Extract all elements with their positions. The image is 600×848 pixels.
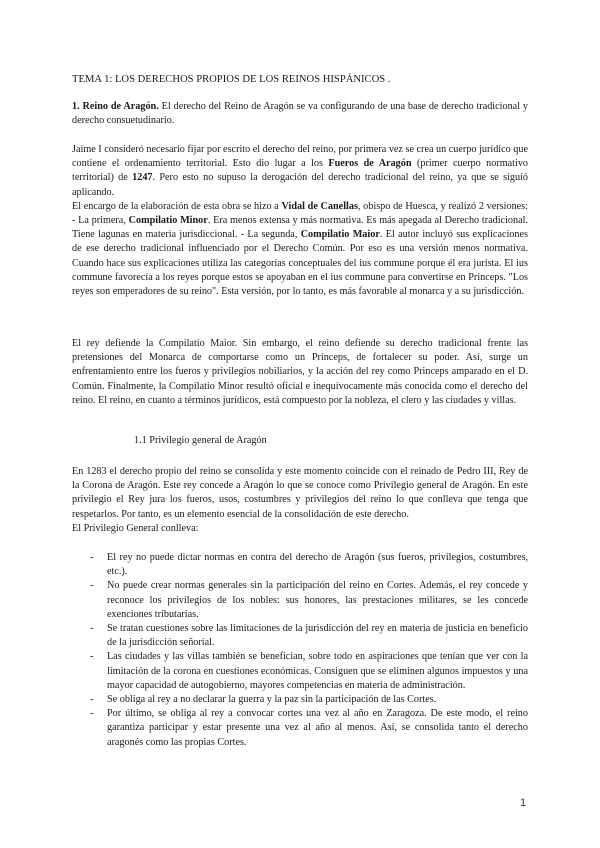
list-item bbox=[72, 650, 528, 693]
list-item-text: Las ciudades y las villas también se benefician, sobre todo en aspiraciones que tenían que ver con la limitación de la corona en cuestiones económicas. Consiguen que se eliminen algunos impuestos y una mayor capacidad de autogobierno, mayores competencias en materia de administración. bbox=[107, 651, 528, 691]
list-item bbox=[72, 622, 528, 650]
text-run: Jaime I consideró necesario fijar por escrito el derecho del reino, por primera vez se crea un cuerpo jurídico que contiene el ordenamiento territorial. Esto dio lugar a los bbox=[72, 144, 528, 170]
list-item-text: Se obliga al rey a no declarar la guerra y la paz sin la participación de las Cortes. bbox=[107, 694, 437, 706]
privilege-list bbox=[72, 551, 528, 750]
paragraph-conlleva: El Privilegio General conlleva: bbox=[72, 522, 199, 534]
text-run: . El autor incluyó sus explicaciones de ese derecho tradicional influenciado por el Derecho Común. Por eso es una versión menos normativa. Cuando hace sus explicaciones utiliza las categorías conceptuales del ius commune porque él era jurista. El ius commune favorecía a los reyes porque estos se apoyaban en el ius commune para convertirse en Princeps. "Los reyes son emperadores de su reino". Esta versión, por lo tanto, es más favorable al monarca y a su jurisdicción. bbox=[72, 229, 528, 298]
page-title: TEMA 1: LOS DERECHOS PROPIOS DE LOS REINOS HISPÁNICOS . bbox=[72, 74, 391, 85]
list-dash: - bbox=[90, 708, 94, 720]
page-number: 1 bbox=[520, 797, 527, 809]
list-item-text: Por último, se obliga al rey a convocar cortes una vez al año en Zaragoza. De este modo, el reino garantiza participar y estar presente una vez al año al menos. Así, se consolida tanto el derecho aragonés como las propias Cortes. bbox=[107, 708, 528, 748]
section-1-paragraph bbox=[72, 100, 528, 128]
list-item bbox=[72, 579, 528, 622]
subsection-body bbox=[72, 465, 528, 536]
subsection-heading: 1.1 Privilegio general de Aragón bbox=[134, 435, 267, 446]
paragraph-jaime bbox=[72, 143, 528, 200]
section-1-text: El derecho del Reino de Aragón se va configurando de una base de derecho tradicional y derecho consuetudinario. bbox=[72, 101, 529, 127]
text-run: . Pero esto no supuso la derogación del derecho tradicional del reino, ya que se siguió aplicando. bbox=[72, 172, 528, 198]
list-dash: - bbox=[90, 651, 94, 663]
text-run: El encargo de la elaboración de esta obra se hizo a bbox=[72, 200, 282, 212]
section-1-heading: 1. Reino de Aragón. bbox=[72, 101, 159, 112]
paragraph-1283: En 1283 el derecho propio del reino se consolida y este momento coincide con el reinado de Pedro III, Rey de la Corona de Aragón. Este rey concede a Aragón lo que se conoce como Privilegio general de Aragón. En este privilegio el Rey jura los fueros, usos, costumbres y privilegios del reino lo que conlleva que tenga que respetarlos. Por tanto, es un elemento esencial de la consolidación de este derecho. bbox=[72, 466, 528, 520]
bold-term-vidal: Vidal de Canellas bbox=[281, 200, 358, 212]
list-dash: - bbox=[90, 552, 94, 563]
bold-term-minor: Compilatio Minor bbox=[128, 215, 208, 227]
list-item bbox=[72, 693, 528, 707]
text-run: . Era menos extensa y más normativa. Es más apegada al Derecho tradicional. Tiene lagunas en materia jurisdiccional. - La segunda, bbox=[72, 215, 528, 241]
list-dash: - bbox=[90, 580, 94, 592]
bold-term-fueros: Fueros de Aragón bbox=[328, 158, 412, 170]
section-2 bbox=[72, 143, 528, 299]
list-item bbox=[72, 707, 528, 750]
bold-term-year: 1247 bbox=[132, 172, 153, 184]
list-item-text: El rey no puede dictar normas en contra del derecho de Aragón (sus fueros, privilegios, costumbres, etc.). bbox=[107, 552, 528, 578]
bold-term-maior: Compilatio Maior bbox=[300, 229, 380, 241]
text-run: , obispo de Huesca, y realizó 2 versiones: - La primera, bbox=[72, 200, 528, 227]
list-item-text: Se tratan cuestiones sobre las limitaciones de la jurisdicción del rey en materia de justicia en beneficio de la jurisdicción señorial. bbox=[107, 623, 528, 649]
paragraph-rey-defiende: El rey defiende la Compilatio Maior. Sin embargo, el reino defiende su derecho tradicional frente las pretensiones del Monarca de comportarse como un Princeps, de fortalecer su poder. Así, surge un enfrentamiento entre los fueros y privilegios nobiliarios, y la acción del rey como Princeps amparado en el D. Común. Finalmente, la Compilatio Minor resultó oficial e inequívocamente más conocida como el derecho del reino. El reino, en cuanto a términos jurídicos, está compuesto por la nobleza, el clero y las ciudades y villas. bbox=[72, 338, 528, 406]
list-dash: - bbox=[90, 623, 94, 635]
list-dash: - bbox=[90, 694, 94, 706]
list-item-text: No puede crear normas generales sin la participación del reino en Cortes. Además, el rey concede y reconoce los privilegios de los nobles: sus honores, las prestaciones militares, se les concede exenciones tributarias. bbox=[107, 580, 528, 620]
list-item bbox=[72, 551, 528, 579]
text-run: (primer cuerpo normativo territorial) de bbox=[72, 158, 529, 184]
paragraph-encargo bbox=[72, 200, 528, 299]
